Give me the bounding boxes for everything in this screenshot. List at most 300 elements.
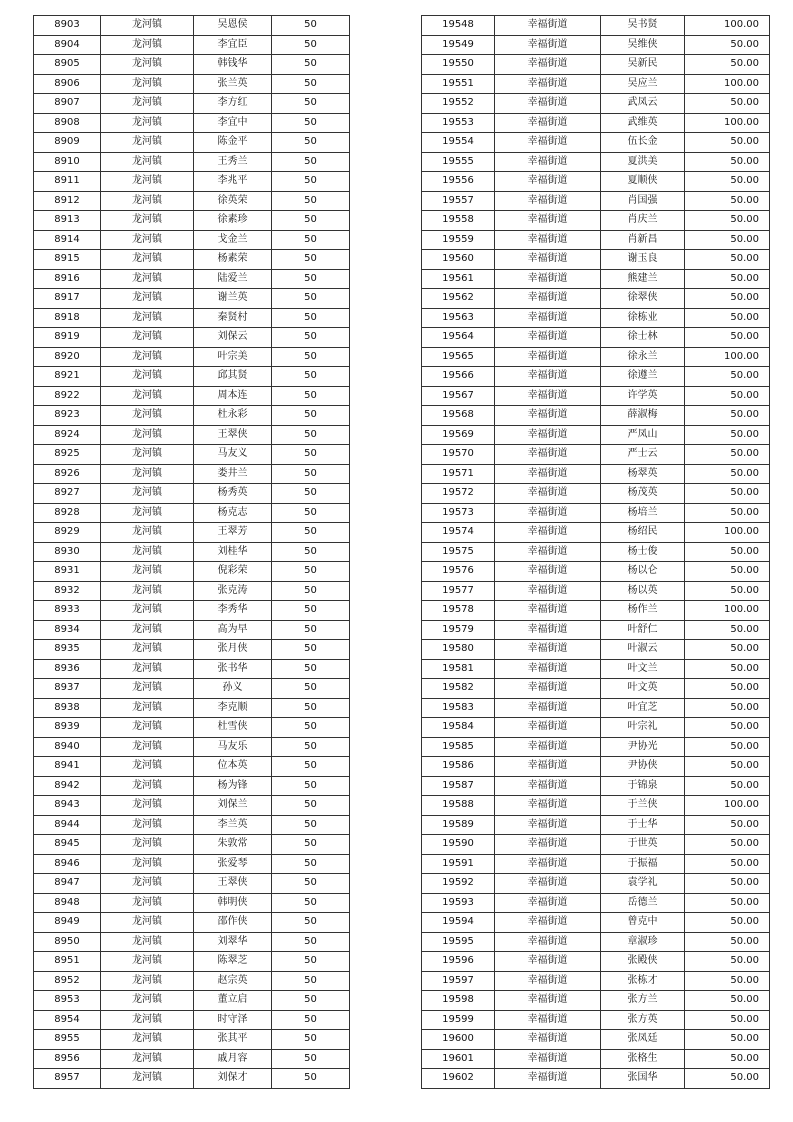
serial-number-cell: 8928 xyxy=(34,503,101,523)
person-name-cell: 韩钱华 xyxy=(194,55,272,75)
serial-number-cell: 19574 xyxy=(422,523,495,543)
serial-number-cell: 19590 xyxy=(422,835,495,855)
township-cell: 幸福街道 xyxy=(495,386,601,406)
serial-number-cell: 8929 xyxy=(34,523,101,543)
township-cell: 幸福街道 xyxy=(495,952,601,972)
amount-cell: 50.00 xyxy=(685,718,770,738)
table-row xyxy=(422,562,770,582)
serial-number-cell: 8907 xyxy=(34,94,101,114)
table-row xyxy=(34,796,350,816)
person-name-cell: 赵宗英 xyxy=(194,971,272,991)
serial-number-cell: 8950 xyxy=(34,932,101,952)
amount-cell: 50.00 xyxy=(685,971,770,991)
amount-cell: 50 xyxy=(272,1069,350,1089)
person-name-cell: 杨以仑 xyxy=(601,562,685,582)
serial-number-cell: 19584 xyxy=(422,718,495,738)
table-row xyxy=(422,698,770,718)
township-cell: 幸福街道 xyxy=(495,406,601,426)
person-name-cell: 徐英荣 xyxy=(194,191,272,211)
table-row xyxy=(422,16,770,36)
person-name-cell: 张凤廷 xyxy=(601,1030,685,1050)
serial-number-cell: 8913 xyxy=(34,211,101,231)
serial-number-cell: 19594 xyxy=(422,913,495,933)
township-cell: 幸福街道 xyxy=(495,893,601,913)
table-row xyxy=(34,406,350,426)
township-cell: 幸福街道 xyxy=(495,133,601,153)
serial-number-cell: 19549 xyxy=(422,35,495,55)
person-name-cell: 张殿侠 xyxy=(601,952,685,972)
township-cell: 幸福街道 xyxy=(495,757,601,777)
person-name-cell: 杨素荣 xyxy=(194,250,272,270)
serial-number-cell: 8918 xyxy=(34,308,101,328)
person-name-cell: 吴新民 xyxy=(601,55,685,75)
serial-number-cell: 19581 xyxy=(422,659,495,679)
person-name-cell: 叶文兰 xyxy=(601,659,685,679)
table-row xyxy=(422,328,770,348)
person-name-cell: 谢玉良 xyxy=(601,250,685,270)
amount-cell: 50 xyxy=(272,484,350,504)
serial-number-cell: 8957 xyxy=(34,1069,101,1089)
serial-number-cell: 8924 xyxy=(34,425,101,445)
amount-cell: 50.00 xyxy=(685,737,770,757)
amount-cell: 50.00 xyxy=(685,562,770,582)
amount-cell: 50.00 xyxy=(685,776,770,796)
amount-cell: 50.00 xyxy=(685,445,770,465)
serial-number-cell: 19568 xyxy=(422,406,495,426)
table-row xyxy=(422,1030,770,1050)
amount-cell: 50 xyxy=(272,464,350,484)
township-cell: 幸福街道 xyxy=(495,640,601,660)
person-name-cell: 戚月容 xyxy=(194,1049,272,1069)
township-cell: 龙河镇 xyxy=(101,679,194,699)
table-row xyxy=(422,172,770,192)
person-name-cell: 肖庆兰 xyxy=(601,211,685,231)
table-row xyxy=(422,211,770,231)
township-cell: 龙河镇 xyxy=(101,425,194,445)
amount-cell: 50 xyxy=(272,659,350,679)
table-row xyxy=(422,1010,770,1030)
table-row xyxy=(34,1010,350,1030)
serial-number-cell: 19564 xyxy=(422,328,495,348)
township-cell: 幸福街道 xyxy=(495,503,601,523)
township-cell: 幸福街道 xyxy=(495,581,601,601)
township-cell: 龙河镇 xyxy=(101,386,194,406)
person-name-cell: 马友乐 xyxy=(194,737,272,757)
township-cell: 幸福街道 xyxy=(495,796,601,816)
serial-number-cell: 19593 xyxy=(422,893,495,913)
table-row xyxy=(422,718,770,738)
serial-number-cell: 19597 xyxy=(422,971,495,991)
person-name-cell: 李克顺 xyxy=(194,698,272,718)
amount-cell: 50 xyxy=(272,35,350,55)
table-row xyxy=(422,406,770,426)
township-cell: 幸福街道 xyxy=(495,776,601,796)
amount-cell: 50 xyxy=(272,562,350,582)
person-name-cell: 张兰英 xyxy=(194,74,272,94)
serial-number-cell: 19575 xyxy=(422,542,495,562)
township-cell: 龙河镇 xyxy=(101,113,194,133)
amount-cell: 50.00 xyxy=(685,211,770,231)
township-cell: 幸福街道 xyxy=(495,620,601,640)
person-name-cell: 张其平 xyxy=(194,1030,272,1050)
person-name-cell: 岳德兰 xyxy=(601,893,685,913)
person-name-cell: 杨秀英 xyxy=(194,484,272,504)
amount-cell: 50 xyxy=(272,230,350,250)
amount-cell: 100.00 xyxy=(685,601,770,621)
serial-number-cell: 19602 xyxy=(422,1069,495,1089)
table-row xyxy=(422,796,770,816)
table-row xyxy=(34,620,350,640)
table-row xyxy=(34,445,350,465)
table-row xyxy=(422,74,770,94)
person-name-cell: 武维英 xyxy=(601,113,685,133)
amount-cell: 50 xyxy=(272,191,350,211)
amount-cell: 100.00 xyxy=(685,16,770,36)
table-row xyxy=(422,55,770,75)
person-name-cell: 李兰英 xyxy=(194,815,272,835)
serial-number-cell: 8905 xyxy=(34,55,101,75)
serial-number-cell: 8955 xyxy=(34,1030,101,1050)
township-cell: 龙河镇 xyxy=(101,796,194,816)
serial-number-cell: 19576 xyxy=(422,562,495,582)
serial-number-cell: 19585 xyxy=(422,737,495,757)
table-row xyxy=(422,289,770,309)
person-name-cell: 吴书贤 xyxy=(601,16,685,36)
township-cell: 幸福街道 xyxy=(495,211,601,231)
township-cell: 幸福街道 xyxy=(495,913,601,933)
amount-cell: 50.00 xyxy=(685,952,770,972)
serial-number-cell: 19572 xyxy=(422,484,495,504)
person-name-cell: 时守泽 xyxy=(194,1010,272,1030)
serial-number-cell: 8927 xyxy=(34,484,101,504)
table-row xyxy=(34,835,350,855)
township-cell: 龙河镇 xyxy=(101,230,194,250)
person-name-cell: 陈金平 xyxy=(194,133,272,153)
table-row xyxy=(34,562,350,582)
amount-cell: 50 xyxy=(272,211,350,231)
township-cell: 幸福街道 xyxy=(495,74,601,94)
table-row xyxy=(34,893,350,913)
serial-number-cell: 19557 xyxy=(422,191,495,211)
serial-number-cell: 8917 xyxy=(34,289,101,309)
amount-cell: 50 xyxy=(272,1010,350,1030)
serial-number-cell: 8936 xyxy=(34,659,101,679)
amount-cell: 50 xyxy=(272,932,350,952)
person-name-cell: 刘保云 xyxy=(194,328,272,348)
amount-cell: 50.00 xyxy=(685,893,770,913)
amount-cell: 100.00 xyxy=(685,113,770,133)
amount-cell: 50.00 xyxy=(685,269,770,289)
amount-cell: 100.00 xyxy=(685,74,770,94)
table-row xyxy=(422,581,770,601)
table-row xyxy=(422,737,770,757)
table-row xyxy=(422,425,770,445)
township-cell: 幸福街道 xyxy=(495,230,601,250)
amount-cell: 50 xyxy=(272,971,350,991)
person-name-cell: 秦贤村 xyxy=(194,308,272,328)
amount-cell: 50 xyxy=(272,679,350,699)
serial-number-cell: 19561 xyxy=(422,269,495,289)
person-name-cell: 于锦泉 xyxy=(601,776,685,796)
amount-cell: 50.00 xyxy=(685,191,770,211)
person-name-cell: 王秀兰 xyxy=(194,152,272,172)
township-cell: 龙河镇 xyxy=(101,503,194,523)
township-cell: 龙河镇 xyxy=(101,893,194,913)
township-cell: 幸福街道 xyxy=(495,874,601,894)
township-cell: 龙河镇 xyxy=(101,445,194,465)
table-row xyxy=(422,191,770,211)
amount-cell: 50.00 xyxy=(685,835,770,855)
table-row xyxy=(422,971,770,991)
table-row xyxy=(422,601,770,621)
serial-number-cell: 8943 xyxy=(34,796,101,816)
amount-cell: 50.00 xyxy=(685,659,770,679)
amount-cell: 100.00 xyxy=(685,796,770,816)
table-row xyxy=(422,367,770,387)
person-name-cell: 吴应兰 xyxy=(601,74,685,94)
township-cell: 幸福街道 xyxy=(495,35,601,55)
right-roster-table xyxy=(421,15,770,1089)
amount-cell: 50 xyxy=(272,94,350,114)
table-row xyxy=(34,1069,350,1089)
table-row xyxy=(34,854,350,874)
person-name-cell: 叶淑云 xyxy=(601,640,685,660)
table-row xyxy=(34,74,350,94)
amount-cell: 50.00 xyxy=(685,425,770,445)
serial-number-cell: 19595 xyxy=(422,932,495,952)
person-name-cell: 邵作侠 xyxy=(194,913,272,933)
table-row xyxy=(422,113,770,133)
amount-cell: 50.00 xyxy=(685,991,770,1011)
amount-cell: 50 xyxy=(272,1030,350,1050)
amount-cell: 50 xyxy=(272,581,350,601)
serial-number-cell: 8944 xyxy=(34,815,101,835)
township-cell: 龙河镇 xyxy=(101,94,194,114)
person-name-cell: 叶舒仁 xyxy=(601,620,685,640)
township-cell: 龙河镇 xyxy=(101,484,194,504)
table-row xyxy=(34,737,350,757)
person-name-cell: 李宜中 xyxy=(194,113,272,133)
township-cell: 龙河镇 xyxy=(101,347,194,367)
amount-cell: 50 xyxy=(272,815,350,835)
table-row xyxy=(34,484,350,504)
table-row xyxy=(422,523,770,543)
serial-number-cell: 19548 xyxy=(422,16,495,36)
person-name-cell: 肖新昌 xyxy=(601,230,685,250)
serial-number-cell: 8910 xyxy=(34,152,101,172)
left-roster-body xyxy=(34,16,350,1089)
person-name-cell: 朱敦常 xyxy=(194,835,272,855)
amount-cell: 50.00 xyxy=(685,815,770,835)
person-name-cell: 吴维侠 xyxy=(601,35,685,55)
amount-cell: 50.00 xyxy=(685,55,770,75)
amount-cell: 50 xyxy=(272,698,350,718)
table-row xyxy=(34,523,350,543)
person-name-cell: 吴恩侯 xyxy=(194,16,272,36)
serial-number-cell: 19551 xyxy=(422,74,495,94)
township-cell: 龙河镇 xyxy=(101,601,194,621)
table-row xyxy=(34,971,350,991)
amount-cell: 50 xyxy=(272,913,350,933)
township-cell: 龙河镇 xyxy=(101,971,194,991)
person-name-cell: 孙义 xyxy=(194,679,272,699)
serial-number-cell: 19553 xyxy=(422,113,495,133)
person-name-cell: 张月侠 xyxy=(194,640,272,660)
person-name-cell: 伍长金 xyxy=(601,133,685,153)
township-cell: 龙河镇 xyxy=(101,367,194,387)
table-row xyxy=(422,1069,770,1089)
township-cell: 幸福街道 xyxy=(495,464,601,484)
township-cell: 龙河镇 xyxy=(101,464,194,484)
serial-number-cell: 19600 xyxy=(422,1030,495,1050)
person-name-cell: 徐永兰 xyxy=(601,347,685,367)
township-cell: 龙河镇 xyxy=(101,737,194,757)
amount-cell: 50 xyxy=(272,386,350,406)
table-row xyxy=(34,659,350,679)
table-row xyxy=(34,289,350,309)
amount-cell: 50.00 xyxy=(685,35,770,55)
serial-number-cell: 8946 xyxy=(34,854,101,874)
amount-cell: 50.00 xyxy=(685,913,770,933)
serial-number-cell: 8916 xyxy=(34,269,101,289)
township-cell: 龙河镇 xyxy=(101,718,194,738)
person-name-cell: 陈翠芝 xyxy=(194,952,272,972)
township-cell: 龙河镇 xyxy=(101,991,194,1011)
amount-cell: 50.00 xyxy=(685,854,770,874)
person-name-cell: 于振福 xyxy=(601,854,685,874)
amount-cell: 100.00 xyxy=(685,347,770,367)
amount-cell: 50.00 xyxy=(685,172,770,192)
amount-cell: 50 xyxy=(272,406,350,426)
township-cell: 龙河镇 xyxy=(101,932,194,952)
township-cell: 幸福街道 xyxy=(495,815,601,835)
table-row xyxy=(34,913,350,933)
person-name-cell: 倪彩荣 xyxy=(194,562,272,582)
table-row xyxy=(34,503,350,523)
serial-number-cell: 8923 xyxy=(34,406,101,426)
person-name-cell: 杨以英 xyxy=(601,581,685,601)
township-cell: 龙河镇 xyxy=(101,640,194,660)
amount-cell: 50.00 xyxy=(685,133,770,153)
serial-number-cell: 19578 xyxy=(422,601,495,621)
table-row xyxy=(422,484,770,504)
serial-number-cell: 19598 xyxy=(422,991,495,1011)
township-cell: 幸福街道 xyxy=(495,289,601,309)
amount-cell: 50.00 xyxy=(685,620,770,640)
amount-cell: 50 xyxy=(272,776,350,796)
person-name-cell: 张方英 xyxy=(601,1010,685,1030)
table-row xyxy=(34,152,350,172)
table-row xyxy=(34,601,350,621)
serial-number-cell: 8937 xyxy=(34,679,101,699)
serial-number-cell: 8915 xyxy=(34,250,101,270)
serial-number-cell: 8938 xyxy=(34,698,101,718)
serial-number-cell: 8949 xyxy=(34,913,101,933)
person-name-cell: 刘保兰 xyxy=(194,796,272,816)
table-row xyxy=(34,464,350,484)
table-row xyxy=(34,211,350,231)
township-cell: 幸福街道 xyxy=(495,854,601,874)
table-row xyxy=(422,133,770,153)
serial-number-cell: 8935 xyxy=(34,640,101,660)
serial-number-cell: 8934 xyxy=(34,620,101,640)
township-cell: 龙河镇 xyxy=(101,74,194,94)
serial-number-cell: 8932 xyxy=(34,581,101,601)
township-cell: 幸福街道 xyxy=(495,16,601,36)
township-cell: 龙河镇 xyxy=(101,620,194,640)
person-name-cell: 于世英 xyxy=(601,835,685,855)
amount-cell: 50 xyxy=(272,250,350,270)
table-row xyxy=(34,55,350,75)
township-cell: 幸福街道 xyxy=(495,659,601,679)
township-cell: 幸福街道 xyxy=(495,698,601,718)
table-row xyxy=(34,952,350,972)
amount-cell: 50.00 xyxy=(685,698,770,718)
person-name-cell: 叶宜芝 xyxy=(601,698,685,718)
amount-cell: 50 xyxy=(272,172,350,192)
table-row xyxy=(422,347,770,367)
township-cell: 幸福街道 xyxy=(495,679,601,699)
person-name-cell: 杨作兰 xyxy=(601,601,685,621)
serial-number-cell: 8912 xyxy=(34,191,101,211)
table-row xyxy=(34,347,350,367)
person-name-cell: 马友义 xyxy=(194,445,272,465)
township-cell: 龙河镇 xyxy=(101,835,194,855)
table-row xyxy=(34,367,350,387)
table-row xyxy=(34,133,350,153)
person-name-cell: 王翠侠 xyxy=(194,425,272,445)
amount-cell: 50.00 xyxy=(685,328,770,348)
table-row xyxy=(422,250,770,270)
table-row xyxy=(34,1049,350,1069)
person-name-cell: 刘翠华 xyxy=(194,932,272,952)
serial-number-cell: 19583 xyxy=(422,698,495,718)
person-name-cell: 夏洪美 xyxy=(601,152,685,172)
person-name-cell: 杨克志 xyxy=(194,503,272,523)
township-cell: 幸福街道 xyxy=(495,445,601,465)
amount-cell: 50 xyxy=(272,152,350,172)
table-row xyxy=(422,893,770,913)
amount-cell: 50.00 xyxy=(685,542,770,562)
serial-number-cell: 8919 xyxy=(34,328,101,348)
person-name-cell: 董立启 xyxy=(194,991,272,1011)
serial-number-cell: 8951 xyxy=(34,952,101,972)
amount-cell: 50 xyxy=(272,55,350,75)
serial-number-cell: 8942 xyxy=(34,776,101,796)
amount-cell: 100.00 xyxy=(685,523,770,543)
amount-cell: 50.00 xyxy=(685,932,770,952)
table-row xyxy=(422,640,770,660)
person-name-cell: 徐栋业 xyxy=(601,308,685,328)
person-name-cell: 杨为锋 xyxy=(194,776,272,796)
person-name-cell: 娄井兰 xyxy=(194,464,272,484)
table-row xyxy=(34,35,350,55)
serial-number-cell: 8945 xyxy=(34,835,101,855)
table-row xyxy=(34,1030,350,1050)
table-row xyxy=(422,952,770,972)
amount-cell: 50.00 xyxy=(685,152,770,172)
person-name-cell: 李宜臣 xyxy=(194,35,272,55)
person-name-cell: 袁学礼 xyxy=(601,874,685,894)
amount-cell: 50.00 xyxy=(685,581,770,601)
township-cell: 龙河镇 xyxy=(101,776,194,796)
serial-number-cell: 8903 xyxy=(34,16,101,36)
table-row xyxy=(34,328,350,348)
table-row xyxy=(422,542,770,562)
person-name-cell: 刘保才 xyxy=(194,1069,272,1089)
township-cell: 龙河镇 xyxy=(101,16,194,36)
township-cell: 幸福街道 xyxy=(495,328,601,348)
